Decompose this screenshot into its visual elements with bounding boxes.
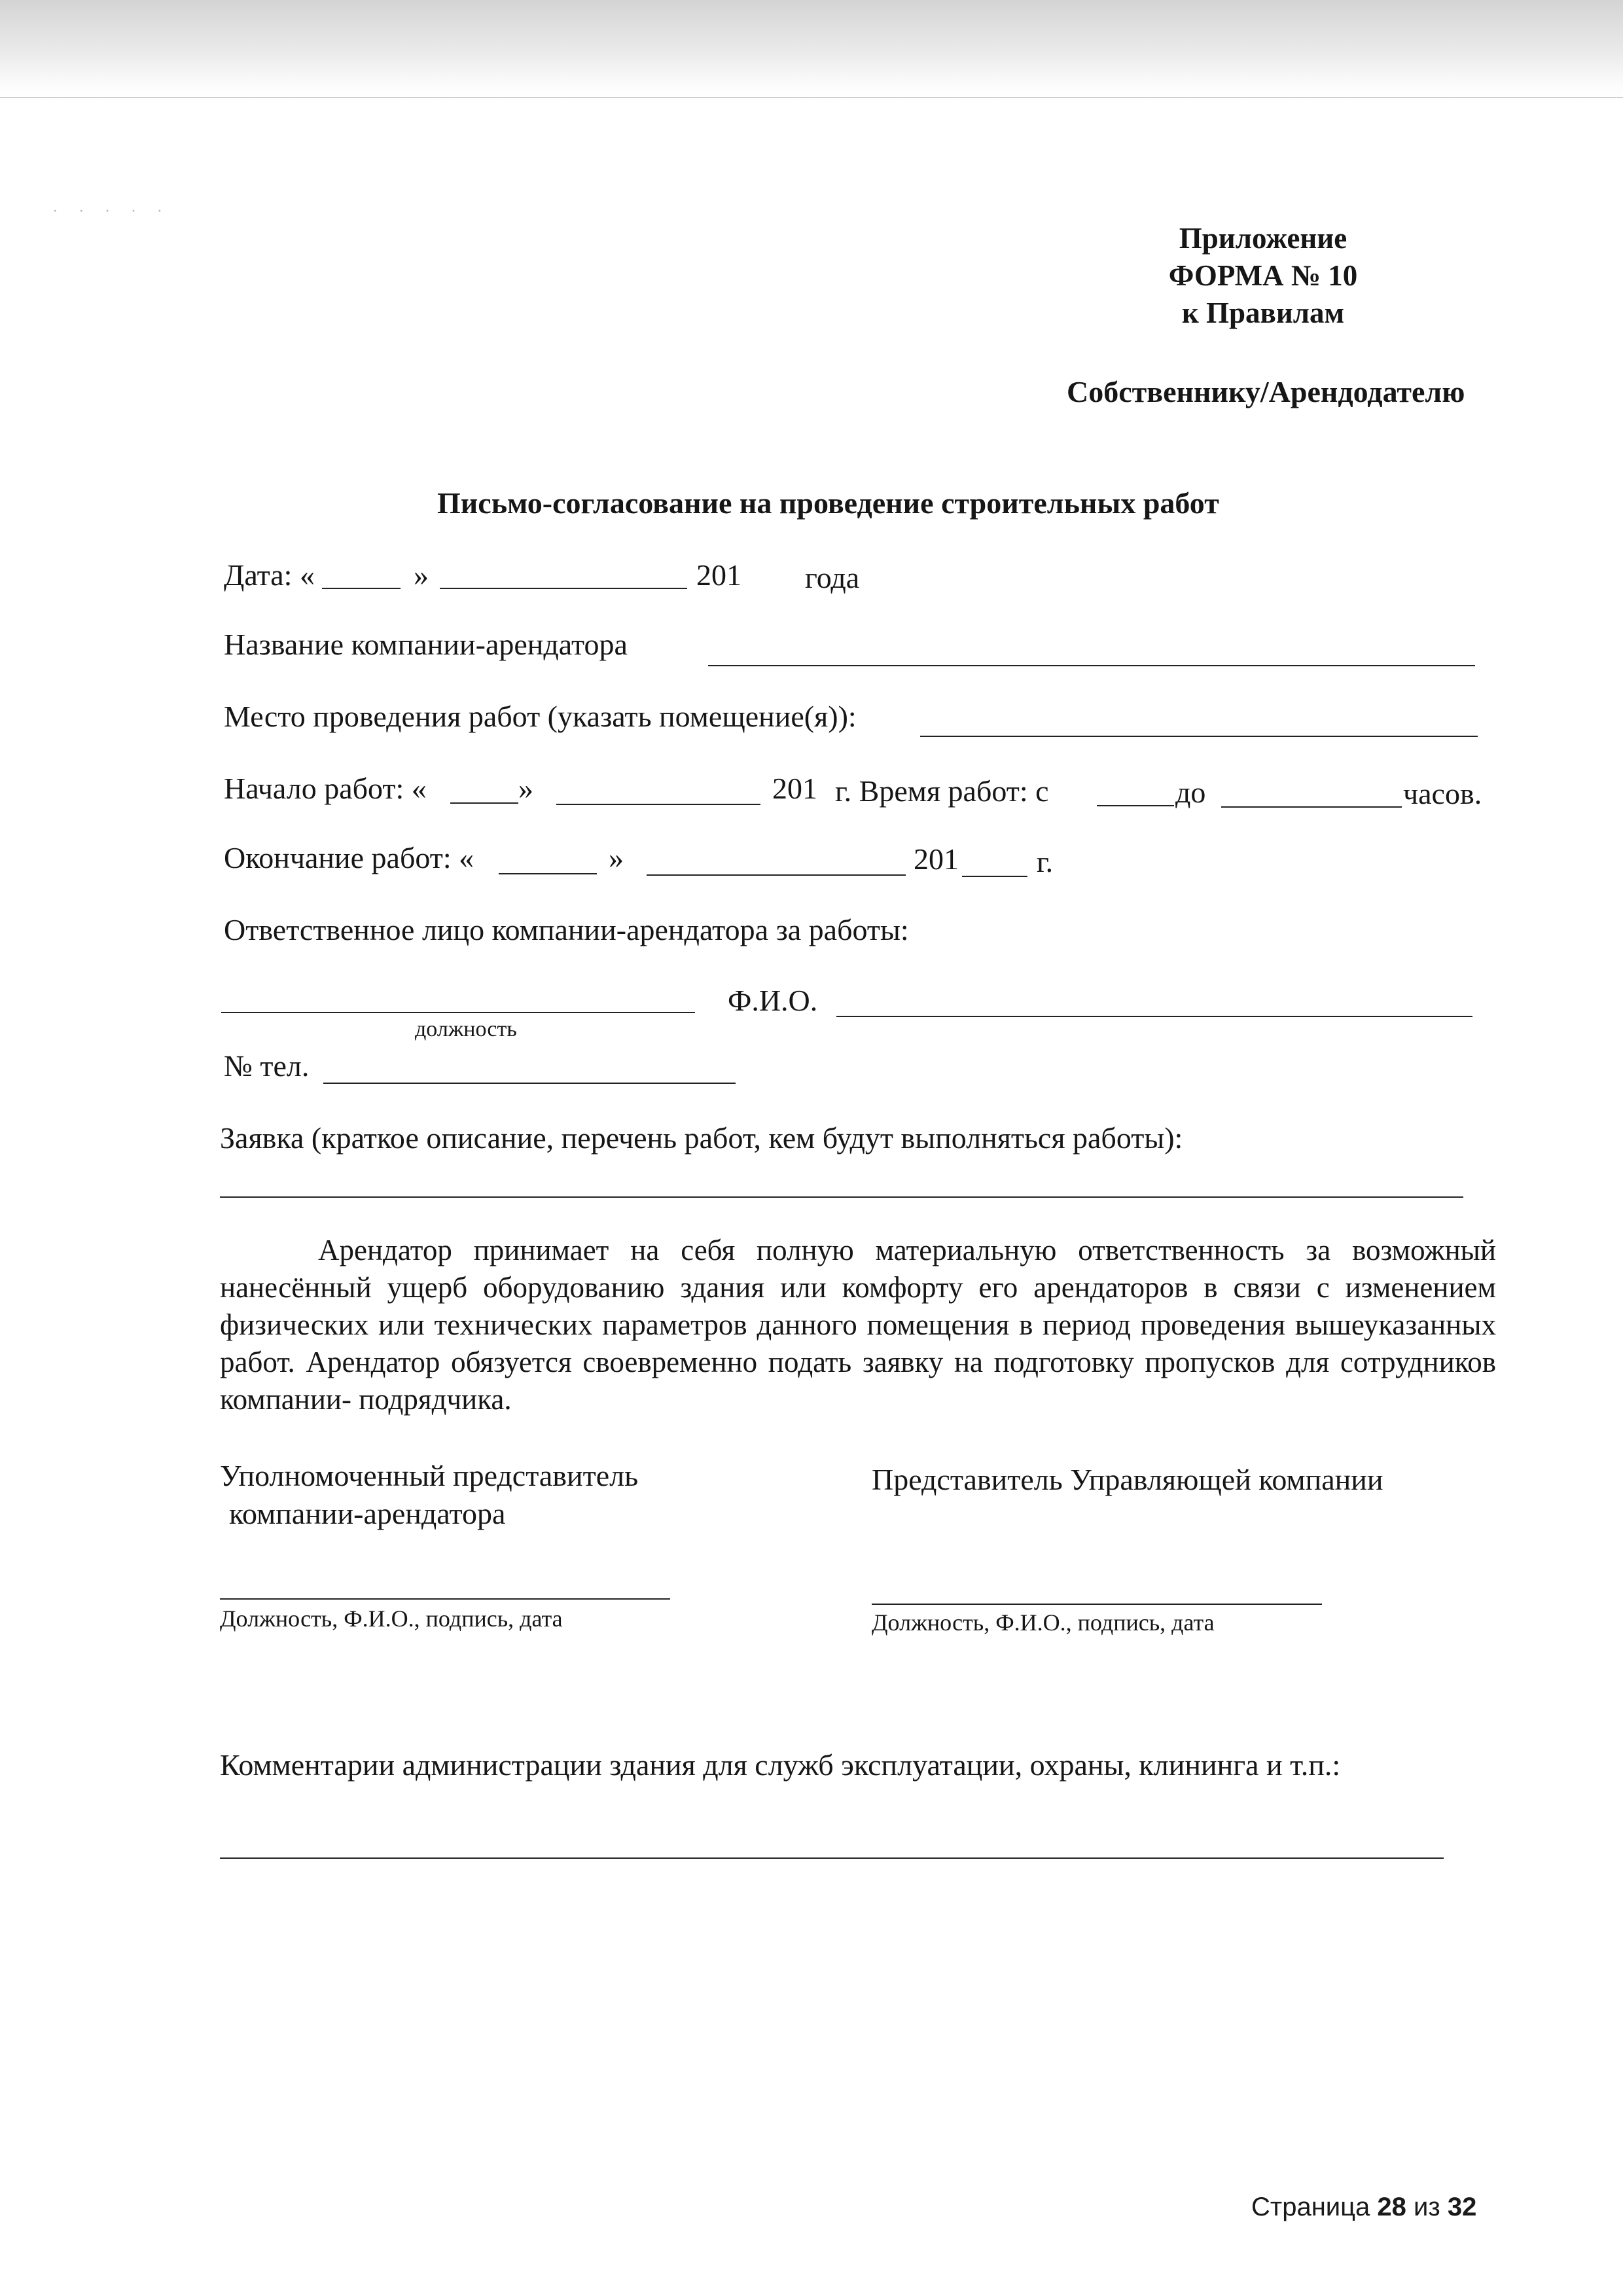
comments-field[interactable] <box>220 1857 1444 1859</box>
date-label: Дата: « <box>224 558 315 592</box>
tenant-rep-title-line1: Уполномоченный представитель <box>220 1459 639 1492</box>
request-label: Заявка (краткое описание, перечень работ, кем будут выполняться работы): <box>220 1121 1183 1155</box>
date-year-suffix: года <box>805 561 860 594</box>
page-total: 32 <box>1447 2193 1477 2221</box>
work-end-month-field[interactable] <box>647 874 906 876</box>
addressee: Собственнику/Арендодателю <box>1067 375 1465 408</box>
date-year-prefix: 201 <box>696 558 741 592</box>
company-name-field[interactable] <box>708 665 1475 666</box>
work-end-label: Окончание работ: « <box>224 841 474 874</box>
work-end-day-field[interactable] <box>499 873 597 874</box>
work-start-quote-close: » <box>518 772 533 805</box>
management-signature-field[interactable] <box>872 1604 1322 1605</box>
page-of-word: из <box>1414 2193 1440 2221</box>
phone-field[interactable] <box>323 1083 736 1084</box>
form-number: ФОРМА № 10 <box>1168 259 1358 292</box>
date-quote-close: » <box>414 558 429 592</box>
appendix-label: Приложение <box>1179 222 1347 255</box>
work-time-from-field[interactable] <box>1097 805 1174 806</box>
position-caption: должность <box>415 1017 517 1041</box>
rules-reference: к Правилам <box>1181 296 1345 329</box>
page-current: 28 <box>1377 2193 1406 2221</box>
work-end-year-field[interactable] <box>962 876 1027 877</box>
request-field[interactable] <box>220 1196 1463 1198</box>
position-field[interactable] <box>221 1012 695 1013</box>
scan-top-shadow <box>0 0 1623 98</box>
work-start-day-field[interactable] <box>450 802 518 804</box>
work-time-to-field[interactable] <box>1221 806 1402 808</box>
work-start-month-field[interactable] <box>556 804 760 805</box>
phone-label: № тел. <box>224 1049 310 1083</box>
work-location-field[interactable] <box>920 736 1478 737</box>
scan-artifact: · · · · · <box>52 200 171 219</box>
fio-label: Ф.И.О. <box>728 984 818 1017</box>
page-number <box>1251 2193 1476 2222</box>
work-time-hours-label: часов. <box>1403 777 1482 810</box>
liability-paragraph: Арендатор принимает на себя полную материальную ответственность за возможный нанесённый ущерб оборудованию здания или комфорту его арендаторов в связи с изменением физических или технических параметров данного помещения в период проведения вышеуказанных работ. Арендатор обязуется своевременно подать заявку на подготовку пропусков для сотрудников компании- подрядчика. <box>220 1234 1496 1416</box>
responsible-label: Ответственное лицо компании-арендатора за работы: <box>224 913 909 946</box>
work-end-year-prefix: 201 <box>914 842 959 876</box>
comments-label: Комментарии администрации здания для служб эксплуатации, охраны, клининга и т.п.: <box>220 1748 1341 1782</box>
work-location-label: Место проведения работ (указать помещение(я)): <box>224 700 857 733</box>
work-time-to-label: до <box>1175 776 1206 809</box>
work-end-quote-close: » <box>609 841 624 874</box>
management-signature-caption: Должность, Ф.И.О., подпись, дата <box>872 1609 1215 1636</box>
date-month-field[interactable] <box>440 588 687 589</box>
company-name-label: Название компании-арендатора <box>224 628 628 661</box>
management-rep-title: Представитель Управляющей компании <box>872 1463 1383 1496</box>
work-start-label: Начало работ: « <box>224 772 427 805</box>
work-end-year-suffix: г. <box>1037 845 1054 878</box>
fio-field[interactable] <box>836 1016 1472 1017</box>
tenant-signature-caption: Должность, Ф.И.О., подпись, дата <box>220 1605 563 1632</box>
work-start-year-prefix: 201 <box>772 772 817 805</box>
appendix-header <box>1139 220 1387 332</box>
date-day-field[interactable] <box>322 588 401 589</box>
document-title: Письмо-согласование на проведение строительных работ <box>437 486 1219 520</box>
work-start-time-label: г. Время работ: с <box>835 774 1049 808</box>
tenant-rep-title-line2: компании-арендатора <box>229 1497 506 1530</box>
tenant-signature-field[interactable] <box>220 1598 670 1600</box>
page-word: Страница <box>1251 2193 1370 2221</box>
